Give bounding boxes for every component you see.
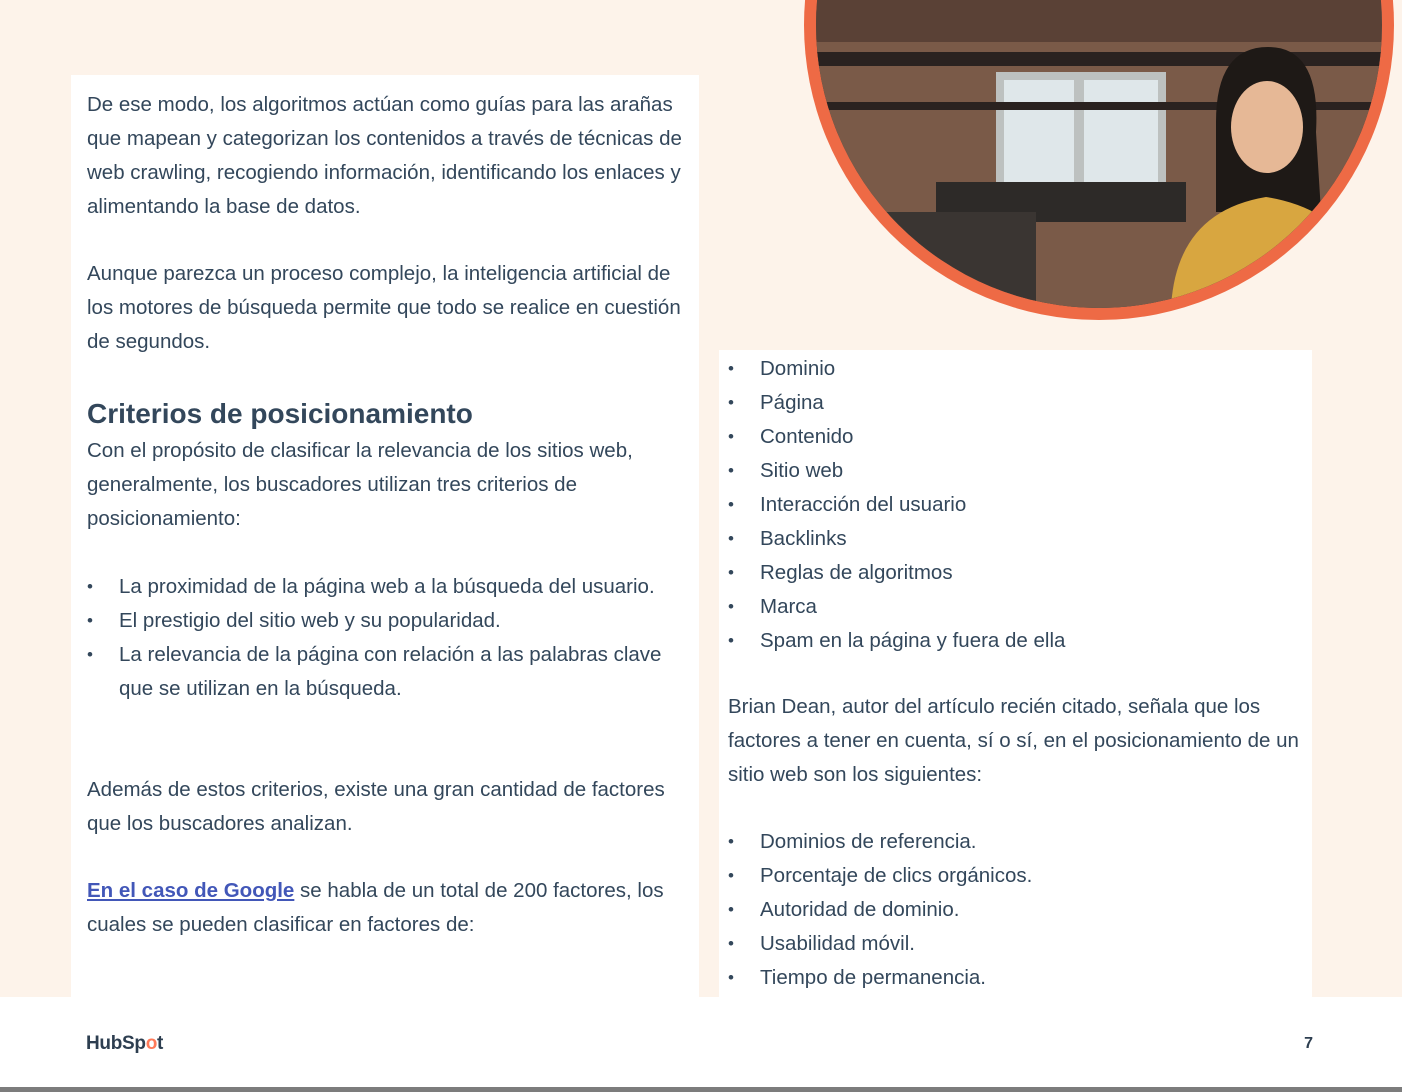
paragraph-factors: Además de estos criterios, existe una gran cantidad de factores que los buscadores analizan. <box>87 778 665 835</box>
list-item: • Reglas de algoritmos <box>728 556 1298 590</box>
list-item: • Interacción del usuario <box>728 488 1298 522</box>
list-item: • El prestigio del sitio web y su popularidad. <box>87 604 677 638</box>
woman-office-photo <box>816 0 1382 308</box>
list-item: • Página <box>728 386 1298 420</box>
list-item: • Usabilidad móvil. <box>728 927 1298 961</box>
right-column <box>719 350 1312 997</box>
paragraph-ai: Aunque parezca un proceso complejo, la inteligencia artificial de los motores de búsqueda permite que todo se realice en cuestión de segundos. <box>87 262 681 353</box>
list-item: • Spam en la página y fuera de ella <box>728 624 1298 658</box>
paragraph-algorithms: De ese modo, los algoritmos actúan como guías para las arañas que mapean y categorizan los contenidos a través de técnicas de web crawling, recogiendo información, identificando los enlaces y alimentando la base de datos. <box>87 93 682 218</box>
paragraph-criteria-intro: Con el propósito de clasificar la relevancia de los sitios web, generalmente, los buscadores utilizan tres criterios de posicionamiento: <box>87 439 633 530</box>
list-item: • Marca <box>728 590 1298 624</box>
list-item: • Sitio web <box>728 454 1298 488</box>
logo-text-start: HubSp <box>86 1033 146 1054</box>
criteria-list <box>87 570 677 706</box>
paragraph-google-text: se habla de un total de 200 factores, los cuales se pueden clasificar en factores de: <box>87 879 664 936</box>
left-column <box>71 75 699 997</box>
list-item: • Dominio <box>728 352 1298 386</box>
footer-divider <box>0 1087 1402 1092</box>
list-item: • Autoridad de dominio. <box>728 893 1298 927</box>
paragraph-google <box>87 874 692 942</box>
logo-text-end: t <box>157 1033 164 1054</box>
list-item: • La proximidad de la página web a la búsqueda del usuario. <box>87 570 677 604</box>
list-item: • Porcentaje de clics orgánicos. <box>728 859 1298 893</box>
page-number: 7 <box>1304 1035 1313 1052</box>
list-item: • Tiempo de permanencia. <box>728 961 1298 995</box>
key-factors-list <box>728 825 1298 995</box>
hubspot-logo <box>86 1033 163 1055</box>
section-heading: Criterios de posicionamiento <box>87 398 473 429</box>
logo-sprocket-icon: o <box>145 1033 158 1054</box>
paragraph-brian-dean: Brian Dean, autor del artículo recién citado, señala que los factores a tener en cuenta, sí o sí, en el posicionamiento de un sitio web son los siguientes: <box>728 695 1299 786</box>
list-item: • Dominios de referencia. <box>728 825 1298 859</box>
photo-illustration <box>816 0 1382 308</box>
factor-categories-list <box>728 352 1298 658</box>
list-item: • Backlinks <box>728 522 1298 556</box>
photo-frame <box>804 0 1394 320</box>
list-item: • La relevancia de la página con relación a las palabras clave que se utilizan en la búsqueda. <box>87 638 677 706</box>
list-item: • Contenido <box>728 420 1298 454</box>
google-link[interactable]: En el caso de Google <box>87 879 295 902</box>
page-footer <box>0 997 1402 1092</box>
